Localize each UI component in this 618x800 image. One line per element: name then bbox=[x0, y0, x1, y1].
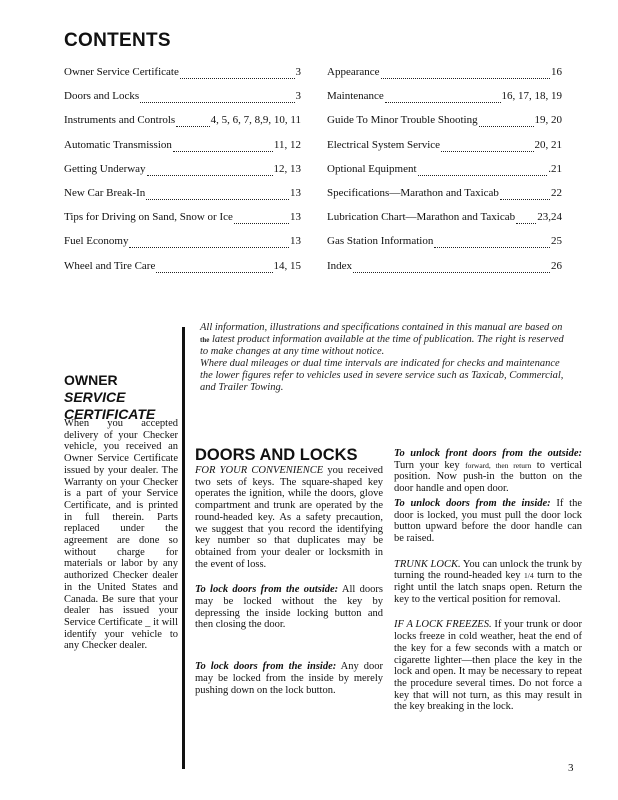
toc-entry-title: Appearance bbox=[327, 66, 380, 78]
toc-leader-dots bbox=[146, 198, 289, 200]
doors-column-2 bbox=[394, 448, 582, 713]
toc-entry bbox=[64, 231, 301, 255]
toc-entry-page: 25 bbox=[551, 235, 562, 248]
toc-entry-title: Optional Equipment bbox=[327, 162, 417, 175]
toc-entry bbox=[64, 207, 301, 231]
toc-leader-dots bbox=[479, 125, 534, 127]
toc-entry-page: 12, 13 bbox=[273, 162, 301, 175]
toc-entry bbox=[327, 62, 562, 86]
toc-entry-title: Instruments and Controls bbox=[64, 114, 176, 127]
toc-leader-dots bbox=[385, 101, 501, 103]
toc-entry-title: Automatic Transmission bbox=[64, 138, 172, 151]
toc-entry-title: Fuel Economy bbox=[64, 235, 129, 248]
toc-entry-title: Specifications—Marathon and Taxicab bbox=[327, 186, 499, 199]
owner-service-heading: OWNER SERVICE CERTIFICATE bbox=[64, 372, 156, 422]
toc-left-column bbox=[64, 62, 301, 280]
doors-column-1 bbox=[195, 445, 383, 696]
toc-leader-dots bbox=[381, 77, 550, 79]
toc-leader-dots bbox=[441, 150, 533, 152]
toc-entry bbox=[64, 86, 301, 110]
toc-entry-page: .21 bbox=[548, 162, 562, 175]
toc-leader-dots bbox=[180, 77, 295, 79]
lock-outside: To lock doors from the outside: All doors may be locked without the key by depressing the inside locking button and then closing the door. bbox=[195, 584, 383, 631]
toc-entry-title: Wheel and Tire Care bbox=[64, 259, 156, 272]
contents-title: CONTENTS bbox=[64, 30, 171, 51]
toc-entry bbox=[327, 231, 562, 255]
lock-freezes: IF A LOCK FREEZES. If your trunk or door locks freeze in cold weather, heat the end of the key for a few seconds with a match or cigarette lighter—then place the key in the lock and open. It may be necessary to repeat the procedure several times. Do not force a key that will not turn, as this may result in the key breaking in the lock. bbox=[394, 619, 582, 713]
toc-entry-title: Guide To Minor Trouble Shooting bbox=[327, 114, 478, 127]
toc-entry-page: 4, 5, 6, 7, 8,9, 10, 11 bbox=[210, 114, 301, 127]
toc-right-column bbox=[327, 62, 562, 280]
toc-leader-dots bbox=[147, 174, 273, 176]
lock-inside: To lock doors from the inside: Any door may be locked from the inside by merely pushing down on the lock button. bbox=[195, 661, 384, 696]
toc-leader-dots bbox=[140, 101, 294, 103]
toc-entry bbox=[327, 110, 562, 134]
doors-intro: FOR YOUR CONVENIENCE you received two sets of keys. The square-shaped key operates the ignition, while the doors, glove compartment and trunk are operated by the round-headed key. As a safety precaution, we suggest that you record the identifying key number so that duplicates may be obtained from your dealer or locksmith in the event of loss. bbox=[195, 465, 383, 570]
toc-leader-dots bbox=[516, 222, 536, 224]
toc-entry bbox=[64, 110, 301, 134]
page-number: 3 bbox=[568, 762, 574, 774]
toc-entry bbox=[327, 183, 562, 207]
toc-entry bbox=[327, 86, 562, 110]
toc-leader-dots bbox=[176, 125, 209, 127]
toc-leader-dots bbox=[234, 222, 289, 224]
toc-entry bbox=[64, 159, 301, 183]
vertical-divider bbox=[182, 327, 185, 769]
toc-entry-page: 13 bbox=[290, 186, 301, 199]
owner-service-text: When you accepted delivery of your Checker vehicle, you received an Owner Service Certificate issued by your dealer. The Warranty on your Checker is a part of your Service Certificate, and is printed in full therein. Parts replaced under the agreement are done so without charge for materials or labor by any authorized Checker dealer in the United States and Canada. Be sure that your dealer has issued your Service Certificate _ it will identify your vehicle to any Checker dealer. bbox=[64, 418, 178, 652]
toc-entry bbox=[327, 159, 562, 183]
toc-entry-page: 13 bbox=[290, 211, 301, 224]
toc-entry-title: Tips for Driving on Sand, Snow or Ice bbox=[64, 211, 233, 224]
unlock-front: To unlock front doors from the outside: Turn your key forward, then return to vertical position. Now push-in the button on the door handle and open door. bbox=[394, 448, 583, 495]
toc-entry-page: 20, 21 bbox=[534, 138, 562, 151]
toc-entry-title: Lubrication Chart—Marathon and Taxicab bbox=[327, 211, 516, 224]
toc-entry bbox=[64, 183, 301, 207]
toc-entry-page: 3 bbox=[295, 90, 301, 103]
toc-leader-dots bbox=[173, 150, 273, 152]
publication-note: All information, illustrations and specifications contained in this manual are based on the latest product information available at the time of publication. The right is reserved to make changes at any time without notice. Where dual mileages or dual time intervals are indicated for checks and maintenance the lower figures refer to vehicles used in severe service such as Taxicab, Commercial, and Trailer Towing. bbox=[200, 322, 564, 393]
toc-leader-dots bbox=[353, 271, 550, 273]
toc-entry bbox=[64, 62, 301, 86]
toc-entry-title: Index bbox=[327, 259, 353, 272]
toc-entry-page: 26 bbox=[551, 259, 562, 272]
toc-entry-title: Getting Underway bbox=[64, 162, 146, 175]
toc-entry-page: 19, 20 bbox=[534, 114, 562, 127]
toc-entry bbox=[327, 207, 562, 231]
toc-entry-title: Electrical System Service bbox=[327, 138, 441, 151]
toc-entry-title: Gas Station Information bbox=[327, 235, 434, 248]
toc-leader-dots bbox=[129, 246, 289, 248]
trunk-lock: TRUNK LOCK. You can unlock the trunk by turning the round-headed key 1/4 turn to the right until the latch snaps open. Return the key to the vertical position for removal. bbox=[394, 558, 582, 605]
toc-entry bbox=[64, 256, 301, 280]
toc-entry-page: 11, 12 bbox=[273, 138, 301, 151]
toc-leader-dots bbox=[434, 246, 550, 248]
toc-entry-page: 22 bbox=[551, 186, 562, 199]
toc-entry-page: 13 bbox=[290, 235, 301, 248]
toc-entry bbox=[64, 135, 301, 159]
toc-leader-dots bbox=[418, 174, 548, 176]
toc-entry-page: 16, 17, 18, 19 bbox=[501, 90, 562, 103]
toc-entry bbox=[327, 256, 562, 280]
toc-entry-page: 23,24 bbox=[537, 211, 562, 224]
toc-entry-page: 14, 15 bbox=[273, 259, 301, 272]
toc-entry-page: 3 bbox=[295, 66, 301, 78]
toc-leader-dots bbox=[156, 271, 272, 273]
toc-entry-page: 16 bbox=[551, 66, 562, 78]
unlock-inside: To unlock doors from the inside: If the door is locked, you must pull the door lock button upward before the door handle can be raised. bbox=[394, 497, 582, 544]
toc-entry-title: Doors and Locks bbox=[64, 90, 140, 103]
toc-entry-title: Maintenance bbox=[327, 90, 384, 103]
toc-leader-dots bbox=[500, 198, 550, 200]
toc-entry bbox=[327, 135, 562, 159]
toc-entry-title: New Car Break-In bbox=[64, 186, 146, 199]
doors-heading: DOORS AND LOCKS bbox=[195, 446, 358, 464]
toc-entry-title: Owner Service Certificate bbox=[64, 66, 179, 78]
